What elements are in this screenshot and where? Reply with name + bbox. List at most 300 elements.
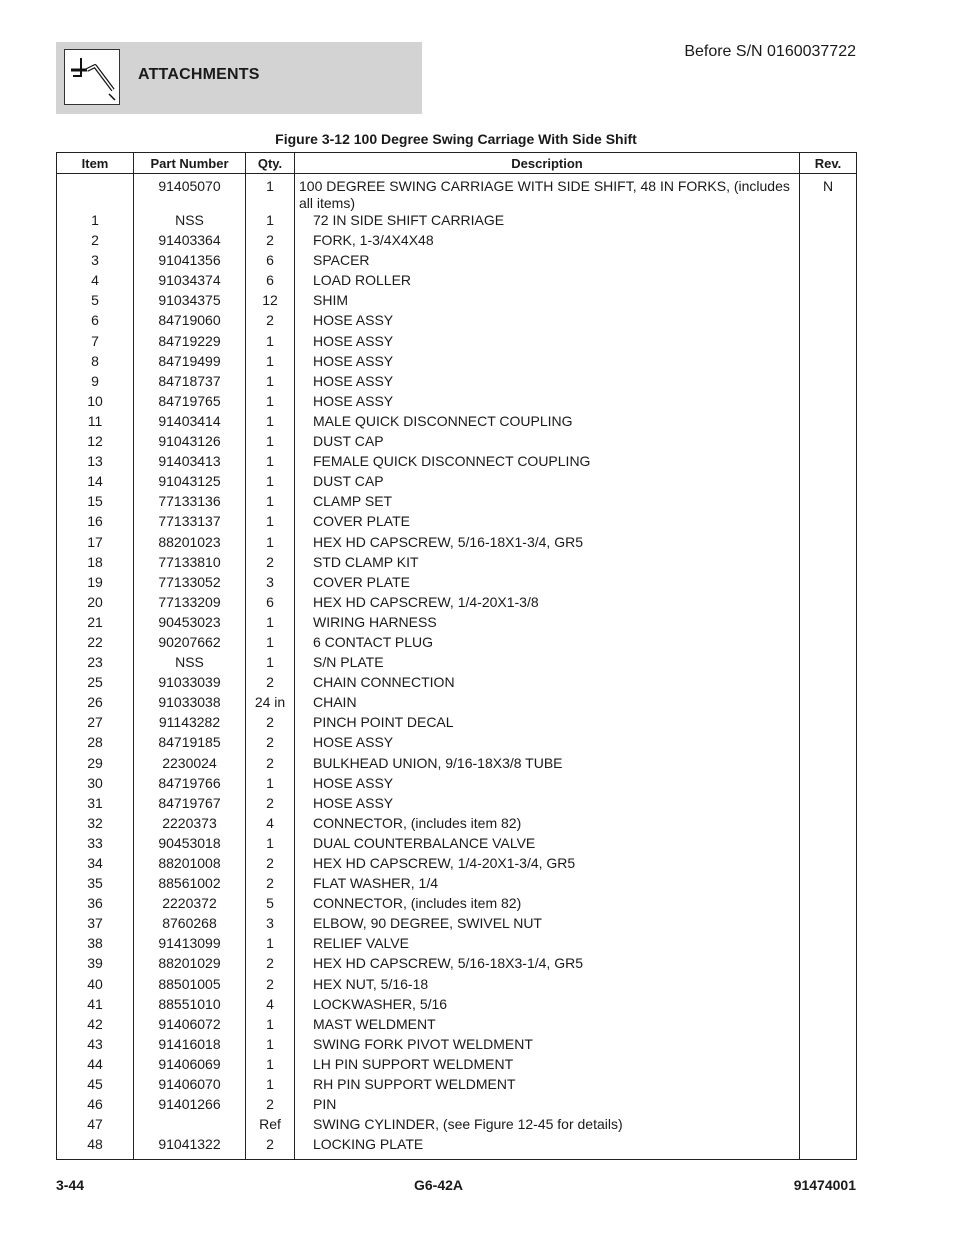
- item-cell: 41: [57, 996, 134, 1016]
- quantity-cell: 1: [246, 534, 295, 554]
- column-header-item: Item: [57, 153, 134, 174]
- part-number-cell: 91403413: [134, 453, 246, 473]
- revision-cell: [800, 292, 857, 312]
- description-cell: RELIEF VALVE: [295, 935, 800, 955]
- item-cell: 15: [57, 493, 134, 513]
- revision-cell: [800, 232, 857, 252]
- quantity-cell: 1: [246, 1016, 295, 1036]
- item-cell: 40: [57, 976, 134, 996]
- description-cell: HEX HD CAPSCREW, 5/16-18X1-3/4, GR5: [295, 534, 800, 554]
- item-cell: 47: [57, 1116, 134, 1136]
- quantity-cell: 2: [246, 875, 295, 895]
- table-row: [57, 212, 857, 232]
- description-cell: HOSE ASSY: [295, 373, 800, 393]
- quantity-cell: 1: [246, 614, 295, 634]
- part-number-cell: 91033039: [134, 674, 246, 694]
- revision-cell: [800, 534, 857, 554]
- table-row: [57, 272, 857, 292]
- part-number-cell: 88551010: [134, 996, 246, 1016]
- revision-cell: [800, 453, 857, 473]
- part-number-cell: 91143282: [134, 714, 246, 734]
- item-cell: 11: [57, 413, 134, 433]
- quantity-cell: 2: [246, 795, 295, 815]
- table-row: [57, 795, 857, 815]
- part-number-cell: 90453023: [134, 614, 246, 634]
- revision-cell: [800, 895, 857, 915]
- part-number-cell: 77133137: [134, 513, 246, 533]
- quantity-cell: 1: [246, 174, 295, 213]
- part-number-cell: 88201023: [134, 534, 246, 554]
- table-row: [57, 433, 857, 453]
- description-cell: HOSE ASSY: [295, 393, 800, 413]
- item-cell: 22: [57, 634, 134, 654]
- revision-cell: [800, 574, 857, 594]
- description-cell: ELBOW, 90 DEGREE, SWIVEL NUT: [295, 915, 800, 935]
- item-cell: 6: [57, 312, 134, 332]
- part-number-cell: 88201008: [134, 855, 246, 875]
- table-row: [57, 654, 857, 674]
- page-number: 3-44: [56, 1177, 85, 1193]
- quantity-cell: 1: [246, 393, 295, 413]
- quantity-cell: 2: [246, 714, 295, 734]
- description-cell: BULKHEAD UNION, 9/16-18X3/8 TUBE: [295, 755, 800, 775]
- quantity-cell: 1: [246, 373, 295, 393]
- parts-table-body: [57, 174, 857, 1160]
- revision-cell: [800, 373, 857, 393]
- revision-cell: [800, 554, 857, 574]
- quantity-cell: 6: [246, 594, 295, 614]
- description-cell: MALE QUICK DISCONNECT COUPLING: [295, 413, 800, 433]
- item-cell: 29: [57, 755, 134, 775]
- table-row: [57, 1056, 857, 1076]
- quantity-cell: 1: [246, 333, 295, 353]
- item-cell: 46: [57, 1096, 134, 1116]
- item-cell: 44: [57, 1056, 134, 1076]
- description-cell: FORK, 1-3/4X4X48: [295, 232, 800, 252]
- model-number: G6-42A: [414, 1177, 464, 1193]
- revision-cell: [800, 694, 857, 714]
- part-number-cell: 84719185: [134, 734, 246, 754]
- revision-cell: [800, 915, 857, 935]
- item-cell: 12: [57, 433, 134, 453]
- table-row: [57, 674, 857, 694]
- revision-cell: N: [800, 174, 857, 213]
- item-cell: 19: [57, 574, 134, 594]
- table-row: [57, 775, 857, 795]
- revision-cell: [800, 855, 857, 875]
- quantity-cell: 1: [246, 493, 295, 513]
- part-number-cell: 90207662: [134, 634, 246, 654]
- quantity-cell: 1: [246, 353, 295, 373]
- quantity-cell: 1: [246, 513, 295, 533]
- quantity-cell: 3: [246, 574, 295, 594]
- part-number-cell: 84719499: [134, 353, 246, 373]
- part-number-cell: 77133810: [134, 554, 246, 574]
- quantity-cell: 1: [246, 1076, 295, 1096]
- forklift-attachment-icon: [64, 49, 120, 105]
- part-number-cell: 84719766: [134, 775, 246, 795]
- table-row: [57, 594, 857, 614]
- description-cell: CHAIN CONNECTION: [295, 674, 800, 694]
- quantity-cell: 2: [246, 1096, 295, 1116]
- revision-cell: [800, 252, 857, 272]
- item-cell: 34: [57, 855, 134, 875]
- section-title: ATTACHMENTS: [138, 66, 260, 83]
- part-number-cell: 91043125: [134, 473, 246, 493]
- part-number-cell: 84719767: [134, 795, 246, 815]
- description-cell: HOSE ASSY: [295, 353, 800, 373]
- description-cell: CLAMP SET: [295, 493, 800, 513]
- table-row: [57, 1116, 857, 1136]
- quantity-cell: 1: [246, 433, 295, 453]
- table-row: [57, 174, 857, 213]
- revision-cell: [800, 272, 857, 292]
- part-number-cell: 88501005: [134, 976, 246, 996]
- revision-cell: [800, 513, 857, 533]
- description-cell: DUAL COUNTERBALANCE VALVE: [295, 835, 800, 855]
- quantity-cell: 1: [246, 1036, 295, 1056]
- description-cell: RH PIN SUPPORT WELDMENT: [295, 1076, 800, 1096]
- item-cell: 45: [57, 1076, 134, 1096]
- parts-table: [56, 152, 857, 1160]
- revision-cell: [800, 674, 857, 694]
- table-row: [57, 373, 857, 393]
- quantity-cell: 2: [246, 1136, 295, 1160]
- table-row: [57, 694, 857, 714]
- item-cell: 1: [57, 212, 134, 232]
- revision-cell: [800, 1076, 857, 1096]
- column-header-rev: Rev.: [800, 153, 857, 174]
- description-cell: S/N PLATE: [295, 654, 800, 674]
- item-cell: 42: [57, 1016, 134, 1036]
- table-row: [57, 353, 857, 373]
- table-row: [57, 312, 857, 332]
- description-cell: HEX HD CAPSCREW, 1/4-20X1-3/8: [295, 594, 800, 614]
- description-cell: HEX HD CAPSCREW, 5/16-18X3-1/4, GR5: [295, 955, 800, 975]
- part-number-cell: 84719060: [134, 312, 246, 332]
- quantity-cell: 1: [246, 634, 295, 654]
- description-cell: CHAIN: [295, 694, 800, 714]
- item-cell: 5: [57, 292, 134, 312]
- item-cell: 8: [57, 353, 134, 373]
- item-cell: 25: [57, 674, 134, 694]
- quantity-cell: 1: [246, 654, 295, 674]
- quantity-cell: Ref: [246, 1116, 295, 1136]
- part-number-cell: 91033038: [134, 694, 246, 714]
- section-header: [56, 42, 422, 114]
- item-cell: 20: [57, 594, 134, 614]
- quantity-cell: 1: [246, 835, 295, 855]
- description-cell: DUST CAP: [295, 473, 800, 493]
- part-number-cell: 91401266: [134, 1096, 246, 1116]
- table-row: [57, 915, 857, 935]
- table-row: [57, 855, 857, 875]
- table-row: [57, 574, 857, 594]
- item-cell: 32: [57, 815, 134, 835]
- item-cell: 43: [57, 1036, 134, 1056]
- quantity-cell: 2: [246, 312, 295, 332]
- description-cell: HEX NUT, 5/16-18: [295, 976, 800, 996]
- table-row: [57, 755, 857, 775]
- description-cell: PINCH POINT DECAL: [295, 714, 800, 734]
- quantity-cell: 4: [246, 815, 295, 835]
- revision-cell: [800, 955, 857, 975]
- part-number-cell: 77133136: [134, 493, 246, 513]
- revision-cell: [800, 714, 857, 734]
- table-row: [57, 835, 857, 855]
- quantity-cell: 1: [246, 413, 295, 433]
- table-row: [57, 393, 857, 413]
- revision-cell: [800, 1036, 857, 1056]
- description-cell: CONNECTOR, (includes item 82): [295, 895, 800, 915]
- table-row: [57, 534, 857, 554]
- item-cell: 17: [57, 534, 134, 554]
- item-cell: 33: [57, 835, 134, 855]
- item-cell: 27: [57, 714, 134, 734]
- quantity-cell: 3: [246, 915, 295, 935]
- table-row: [57, 232, 857, 252]
- item-cell: 38: [57, 935, 134, 955]
- revision-cell: [800, 976, 857, 996]
- part-number-cell: 91406072: [134, 1016, 246, 1036]
- quantity-cell: 1: [246, 473, 295, 493]
- quantity-cell: 2: [246, 734, 295, 754]
- description-cell: HEX HD CAPSCREW, 1/4-20X1-3/4, GR5: [295, 855, 800, 875]
- part-number-cell: 84718737: [134, 373, 246, 393]
- part-number-cell: 91403364: [134, 232, 246, 252]
- part-number-cell: 91034374: [134, 272, 246, 292]
- revision-cell: [800, 996, 857, 1016]
- table-row: [57, 614, 857, 634]
- item-cell: 28: [57, 734, 134, 754]
- revision-cell: [800, 1016, 857, 1036]
- description-cell: 100 DEGREE SWING CARRIAGE WITH SIDE SHIFT, 48 IN FORKS, (includes all items): [295, 174, 800, 213]
- part-number-cell: 77133209: [134, 594, 246, 614]
- item-cell: 14: [57, 473, 134, 493]
- table-row: [57, 554, 857, 574]
- revision-cell: [800, 875, 857, 895]
- description-cell: HOSE ASSY: [295, 333, 800, 353]
- revision-cell: [800, 433, 857, 453]
- part-number-cell: 91416018: [134, 1036, 246, 1056]
- quantity-cell: 1: [246, 453, 295, 473]
- description-cell: DUST CAP: [295, 433, 800, 453]
- part-number-cell: NSS: [134, 654, 246, 674]
- revision-cell: [800, 935, 857, 955]
- revision-cell: [800, 634, 857, 654]
- revision-cell: [800, 654, 857, 674]
- revision-cell: [800, 594, 857, 614]
- table-row: [57, 1136, 857, 1160]
- quantity-cell: 2: [246, 855, 295, 875]
- figure-title: Figure 3-12 100 Degree Swing Carriage With Side Shift: [275, 131, 637, 147]
- quantity-cell: 2: [246, 955, 295, 975]
- part-number-cell: 91405070: [134, 174, 246, 213]
- description-cell: SWING FORK PIVOT WELDMENT: [295, 1036, 800, 1056]
- item-cell: 23: [57, 654, 134, 674]
- manual-number: 91474001: [793, 1177, 856, 1193]
- item-cell: 3: [57, 252, 134, 272]
- description-cell: SPACER: [295, 252, 800, 272]
- item-cell: 31: [57, 795, 134, 815]
- table-row: [57, 895, 857, 915]
- table-row: [57, 513, 857, 533]
- serial-number-note: Before S/N 0160037722: [684, 43, 856, 60]
- description-cell: LOCKWASHER, 5/16: [295, 996, 800, 1016]
- description-cell: SHIM: [295, 292, 800, 312]
- revision-cell: [800, 755, 857, 775]
- quantity-cell: 12: [246, 292, 295, 312]
- revision-cell: [800, 835, 857, 855]
- revision-cell: [800, 1096, 857, 1116]
- column-header-qty: Qty.: [246, 153, 295, 174]
- revision-cell: [800, 1116, 857, 1136]
- description-cell: FLAT WASHER, 1/4: [295, 875, 800, 895]
- column-header-description: Description: [295, 153, 800, 174]
- quantity-cell: 4: [246, 996, 295, 1016]
- revision-cell: [800, 1136, 857, 1160]
- description-cell: STD CLAMP KIT: [295, 554, 800, 574]
- table-row: [57, 453, 857, 473]
- revision-cell: [800, 795, 857, 815]
- revision-cell: [800, 312, 857, 332]
- revision-cell: [800, 493, 857, 513]
- table-row: [57, 634, 857, 654]
- table-row: [57, 734, 857, 754]
- part-number-cell: 91034375: [134, 292, 246, 312]
- column-header-part-number: Part Number: [134, 153, 246, 174]
- description-cell: HOSE ASSY: [295, 312, 800, 332]
- part-number-cell: 77133052: [134, 574, 246, 594]
- revision-cell: [800, 614, 857, 634]
- part-number-cell: 91406069: [134, 1056, 246, 1076]
- item-cell: 30: [57, 775, 134, 795]
- item-cell: 18: [57, 554, 134, 574]
- revision-cell: [800, 353, 857, 373]
- revision-cell: [800, 1056, 857, 1076]
- revision-cell: [800, 212, 857, 232]
- table-row: [57, 714, 857, 734]
- table-row: [57, 875, 857, 895]
- part-number-cell: 8760268: [134, 915, 246, 935]
- description-cell: LOAD ROLLER: [295, 272, 800, 292]
- table-row: [57, 333, 857, 353]
- part-number-cell: 84719765: [134, 393, 246, 413]
- quantity-cell: 1: [246, 935, 295, 955]
- quantity-cell: 6: [246, 272, 295, 292]
- item-cell: 39: [57, 955, 134, 975]
- item-cell: 7: [57, 333, 134, 353]
- quantity-cell: 6: [246, 252, 295, 272]
- quantity-cell: 24 in: [246, 694, 295, 714]
- quantity-cell: 2: [246, 976, 295, 996]
- table-row: [57, 1096, 857, 1116]
- table-row: [57, 955, 857, 975]
- item-cell: [57, 174, 134, 213]
- table-row: [57, 252, 857, 272]
- quantity-cell: 2: [246, 674, 295, 694]
- item-cell: 48: [57, 1136, 134, 1160]
- description-cell: WIRING HARNESS: [295, 614, 800, 634]
- description-cell: COVER PLATE: [295, 513, 800, 533]
- part-number-cell: 91413099: [134, 935, 246, 955]
- part-number-cell: 88561002: [134, 875, 246, 895]
- table-row: [57, 815, 857, 835]
- table-row: [57, 976, 857, 996]
- table-row: [57, 935, 857, 955]
- description-cell: HOSE ASSY: [295, 734, 800, 754]
- table-row: [57, 996, 857, 1016]
- revision-cell: [800, 413, 857, 433]
- description-cell: LH PIN SUPPORT WELDMENT: [295, 1056, 800, 1076]
- table-row: [57, 1016, 857, 1036]
- part-number-cell: NSS: [134, 212, 246, 232]
- description-cell: HOSE ASSY: [295, 775, 800, 795]
- quantity-cell: 5: [246, 895, 295, 915]
- table-row: [57, 473, 857, 493]
- part-number-cell: 91043126: [134, 433, 246, 453]
- part-number-cell: 91406070: [134, 1076, 246, 1096]
- description-cell: PIN: [295, 1096, 800, 1116]
- quantity-cell: 1: [246, 1056, 295, 1076]
- description-cell: FEMALE QUICK DISCONNECT COUPLING: [295, 453, 800, 473]
- revision-cell: [800, 775, 857, 795]
- part-number-cell: 2220372: [134, 895, 246, 915]
- quantity-cell: 2: [246, 232, 295, 252]
- item-cell: 35: [57, 875, 134, 895]
- item-cell: 10: [57, 393, 134, 413]
- revision-cell: [800, 333, 857, 353]
- item-cell: 37: [57, 915, 134, 935]
- revision-cell: [800, 393, 857, 413]
- description-cell: CONNECTOR, (includes item 82): [295, 815, 800, 835]
- part-number-cell: 90453018: [134, 835, 246, 855]
- part-number-cell: [134, 1116, 246, 1136]
- description-cell: 72 IN SIDE SHIFT CARRIAGE: [295, 212, 800, 232]
- item-cell: 26: [57, 694, 134, 714]
- part-number-cell: 91403414: [134, 413, 246, 433]
- item-cell: 2: [57, 232, 134, 252]
- table-header-row: [57, 153, 857, 174]
- quantity-cell: 1: [246, 212, 295, 232]
- table-row: [57, 1076, 857, 1096]
- revision-cell: [800, 473, 857, 493]
- item-cell: 13: [57, 453, 134, 473]
- description-cell: 6 CONTACT PLUG: [295, 634, 800, 654]
- item-cell: 9: [57, 373, 134, 393]
- table-row: [57, 413, 857, 433]
- table-row: [57, 1036, 857, 1056]
- part-number-cell: 88201029: [134, 955, 246, 975]
- part-number-cell: 2220373: [134, 815, 246, 835]
- quantity-cell: 2: [246, 755, 295, 775]
- item-cell: 16: [57, 513, 134, 533]
- description-cell: LOCKING PLATE: [295, 1136, 800, 1160]
- description-cell: HOSE ASSY: [295, 795, 800, 815]
- part-number-cell: 91041322: [134, 1136, 246, 1160]
- item-cell: 36: [57, 895, 134, 915]
- table-row: [57, 493, 857, 513]
- revision-cell: [800, 734, 857, 754]
- quantity-cell: 2: [246, 554, 295, 574]
- description-cell: SWING CYLINDER, (see Figure 12-45 for details): [295, 1116, 800, 1136]
- part-number-cell: 91041356: [134, 252, 246, 272]
- table-row: [57, 292, 857, 312]
- item-cell: 21: [57, 614, 134, 634]
- quantity-cell: 1: [246, 775, 295, 795]
- description-cell: MAST WELDMENT: [295, 1016, 800, 1036]
- revision-cell: [800, 815, 857, 835]
